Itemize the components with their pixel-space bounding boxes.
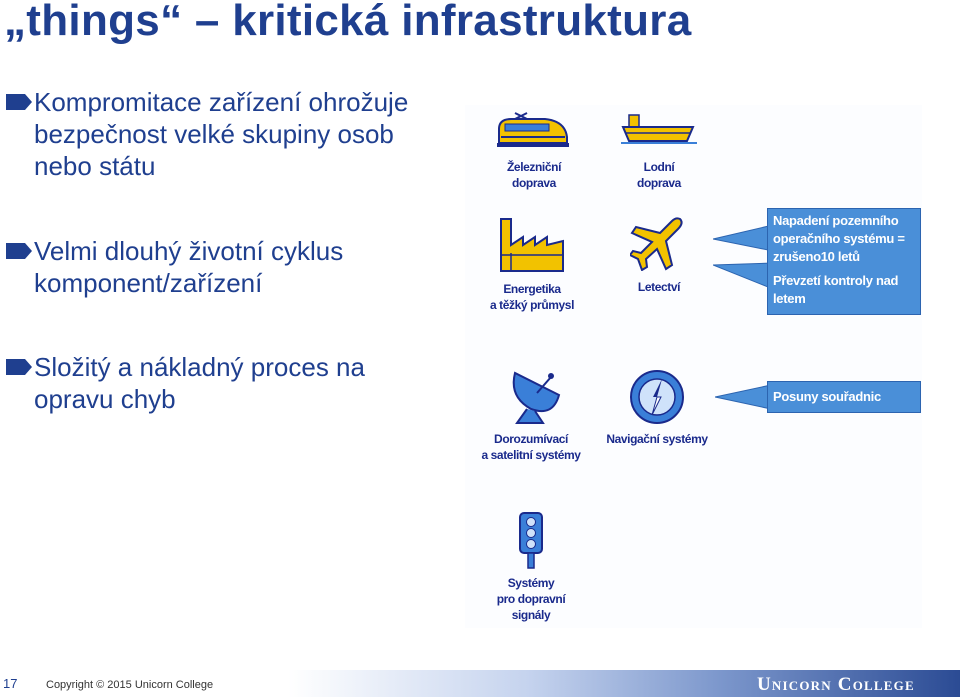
bullet-text: Kompromitace zařízení ohrožuje bezpečnost velké skupiny osob nebo státu xyxy=(34,87,409,181)
bullet-text: Složitý a nákladný proces na opravu chyb xyxy=(34,352,365,414)
label-energy: Energetika a těžký průmysl xyxy=(489,282,575,312)
bullet-lifecycle xyxy=(6,235,446,299)
slide-title: „things“ – kritická infrastruktura xyxy=(4,0,692,45)
callout-aviation-threats xyxy=(767,208,921,315)
unicorn-college-logo: Unicorn College xyxy=(757,674,915,695)
traffic-light-icon xyxy=(518,511,544,569)
label-shipping: Lodní doprava xyxy=(637,160,681,190)
train-icon xyxy=(495,107,571,151)
bullet-text: Velmi dlouhý životní cyklus komponent/zařízení xyxy=(34,236,344,298)
label-navigation: Navigační systémy xyxy=(606,432,708,446)
label-aviation: Letectví xyxy=(637,280,681,294)
label-communication: Dorozumívací a satelitní systémy xyxy=(481,432,581,462)
compass-icon xyxy=(629,369,685,425)
callout-line-ground-system: Napadení pozemního operačního systému = zrušeno10 letů xyxy=(773,213,905,264)
page-number: 17 xyxy=(3,676,18,691)
callout-pointer-icon xyxy=(713,223,773,293)
bullet-marker-icon xyxy=(6,359,32,375)
bullet-compromise xyxy=(6,86,446,182)
callout-line-flight-control: Převzetí kontroly nad letem xyxy=(773,273,899,306)
infrastructure-diagram xyxy=(465,105,922,628)
airplane-icon xyxy=(630,215,686,271)
bullet-marker-icon xyxy=(6,243,32,259)
callout-pointer-icon xyxy=(715,383,771,413)
ship-icon xyxy=(621,111,697,145)
factory-icon xyxy=(497,215,567,275)
satellite-dish-icon xyxy=(505,367,563,425)
callout-navigation-threat: Posuny souřadnic xyxy=(767,381,921,413)
bullet-repair xyxy=(6,351,446,415)
copyright-text: Copyright © 2015 Unicorn College xyxy=(46,679,214,691)
label-railway: Železniční doprava xyxy=(506,160,561,190)
bullet-marker-icon xyxy=(6,94,32,110)
label-signals: Systémy pro dopravní signály xyxy=(496,576,566,622)
